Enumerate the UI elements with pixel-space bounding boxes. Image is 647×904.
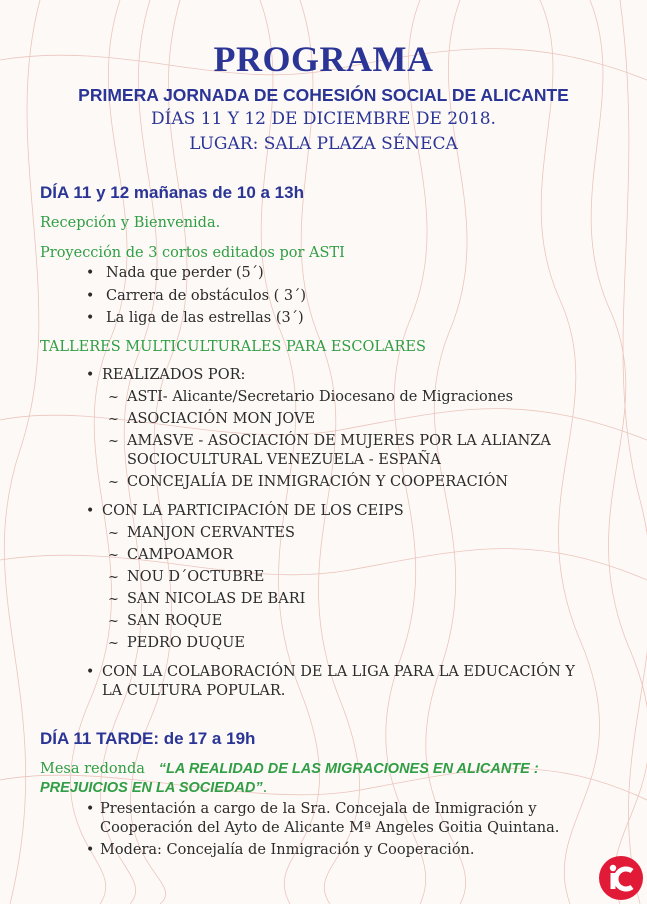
bullet-icon: •: [86, 367, 95, 383]
film-item: Carrera de obstáculos ( 3´): [106, 288, 307, 304]
organizer-item: SOCIOCULTURAL VENEZUELA - ESPAÑA: [127, 452, 441, 468]
tilde-icon: ~: [108, 412, 119, 427]
organizer-item: CONCEJALÍA DE INMIGRACIÓN Y COOPERACIÓN: [127, 474, 509, 490]
film-item: La liga de las estrellas (3´): [106, 310, 304, 326]
moderator-line: Modera: Concejalía de Inmigración y Cooperación.: [100, 842, 475, 858]
tilde-icon: ~: [108, 390, 119, 405]
ic-logo-icon: [599, 856, 643, 900]
reception-text: Recepción y Bienvenida.: [40, 215, 221, 231]
bullet-icon: •: [86, 842, 95, 858]
school-item: CAMPOAMOR: [127, 547, 234, 563]
tilde-icon: ~: [108, 592, 119, 607]
collab-line: CON LA COLABORACIÓN DE LA LIGA PARA LA EDUCACIÓN Y: [102, 664, 576, 680]
organizer-item: ASTI- Alicante/Secretario Diocesano de Migraciones: [127, 389, 514, 405]
bullet-icon: •: [86, 265, 95, 281]
event-dates: DÍAS 11 Y 12 DE DICIEMBRE DE 2018.: [151, 109, 496, 129]
mesa-line2: [40, 780, 267, 796]
school-item: SAN NICOLAS DE BARI: [127, 591, 306, 607]
organized-label: REALIZADOS POR:: [102, 367, 246, 383]
school-item: PEDRO DUQUE: [127, 635, 245, 651]
film-item: Nada que perder (5´): [106, 265, 264, 281]
afternoon-heading: DÍA 11 TARDE: de 17 a 19h: [40, 729, 256, 748]
tilde-icon: ~: [108, 475, 119, 490]
bullet-icon: •: [86, 310, 95, 326]
event-place: LUGAR: SALA PLAZA SÉNECA: [189, 134, 458, 154]
bullet-icon: •: [86, 801, 95, 817]
morning-heading: DÍA 11 y 12 mañanas de 10 a 13h: [40, 183, 304, 202]
school-item: NOU D´OCTUBRE: [127, 569, 265, 585]
mesa-period: .: [262, 780, 268, 796]
tilde-icon: ~: [108, 614, 119, 629]
organizer-item: AMASVE - ASOCIACIÓN DE MUJERES POR LA ALIANZA: [127, 433, 551, 449]
tilde-icon: ~: [108, 526, 119, 541]
organizer-item: ASOCIACIÓN MON JOVE: [127, 411, 316, 427]
tilde-icon: ~: [108, 434, 119, 449]
mesa-line1: [40, 761, 539, 777]
presentation-line: Presentación a cargo de la Sra. Concejala de Inmigración y: [100, 801, 537, 817]
workshops-label: TALLERES MULTICULTURALES PARA ESCOLARES: [40, 339, 426, 355]
school-item: MANJON CERVANTES: [127, 525, 295, 541]
screening-text: Proyección de 3 cortos editados por ASTI: [40, 245, 345, 261]
schools-label: CON LA PARTICIPACIÓN DE LOS CEIPS: [102, 503, 404, 519]
tilde-icon: ~: [108, 548, 119, 563]
bullet-icon: •: [86, 288, 95, 304]
presentation-line: Cooperación del Ayto de Alicante Mª Angeles Goitia Quintana.: [100, 820, 560, 836]
tilde-icon: ~: [108, 570, 119, 585]
mesa-label: Mesa redonda: [40, 761, 145, 777]
event-subtitle: PRIMERA JORNADA DE COHESIÓN SOCIAL DE ALICANTE: [78, 85, 569, 105]
bullet-icon: •: [86, 503, 95, 519]
mesa-title: PREJUICIOS EN LA SOCIEDAD”: [40, 780, 263, 796]
bullet-icon: •: [86, 664, 95, 680]
school-item: SAN ROQUE: [127, 613, 223, 629]
mesa-title: “LA REALIDAD DE LAS MIGRACIONES EN ALICANTE :: [158, 761, 539, 777]
ic-logo: [599, 856, 643, 900]
tilde-icon: ~: [108, 636, 119, 651]
page-title: PROGRAMA: [213, 39, 434, 79]
collab-line: LA CULTURA POPULAR.: [102, 683, 286, 699]
